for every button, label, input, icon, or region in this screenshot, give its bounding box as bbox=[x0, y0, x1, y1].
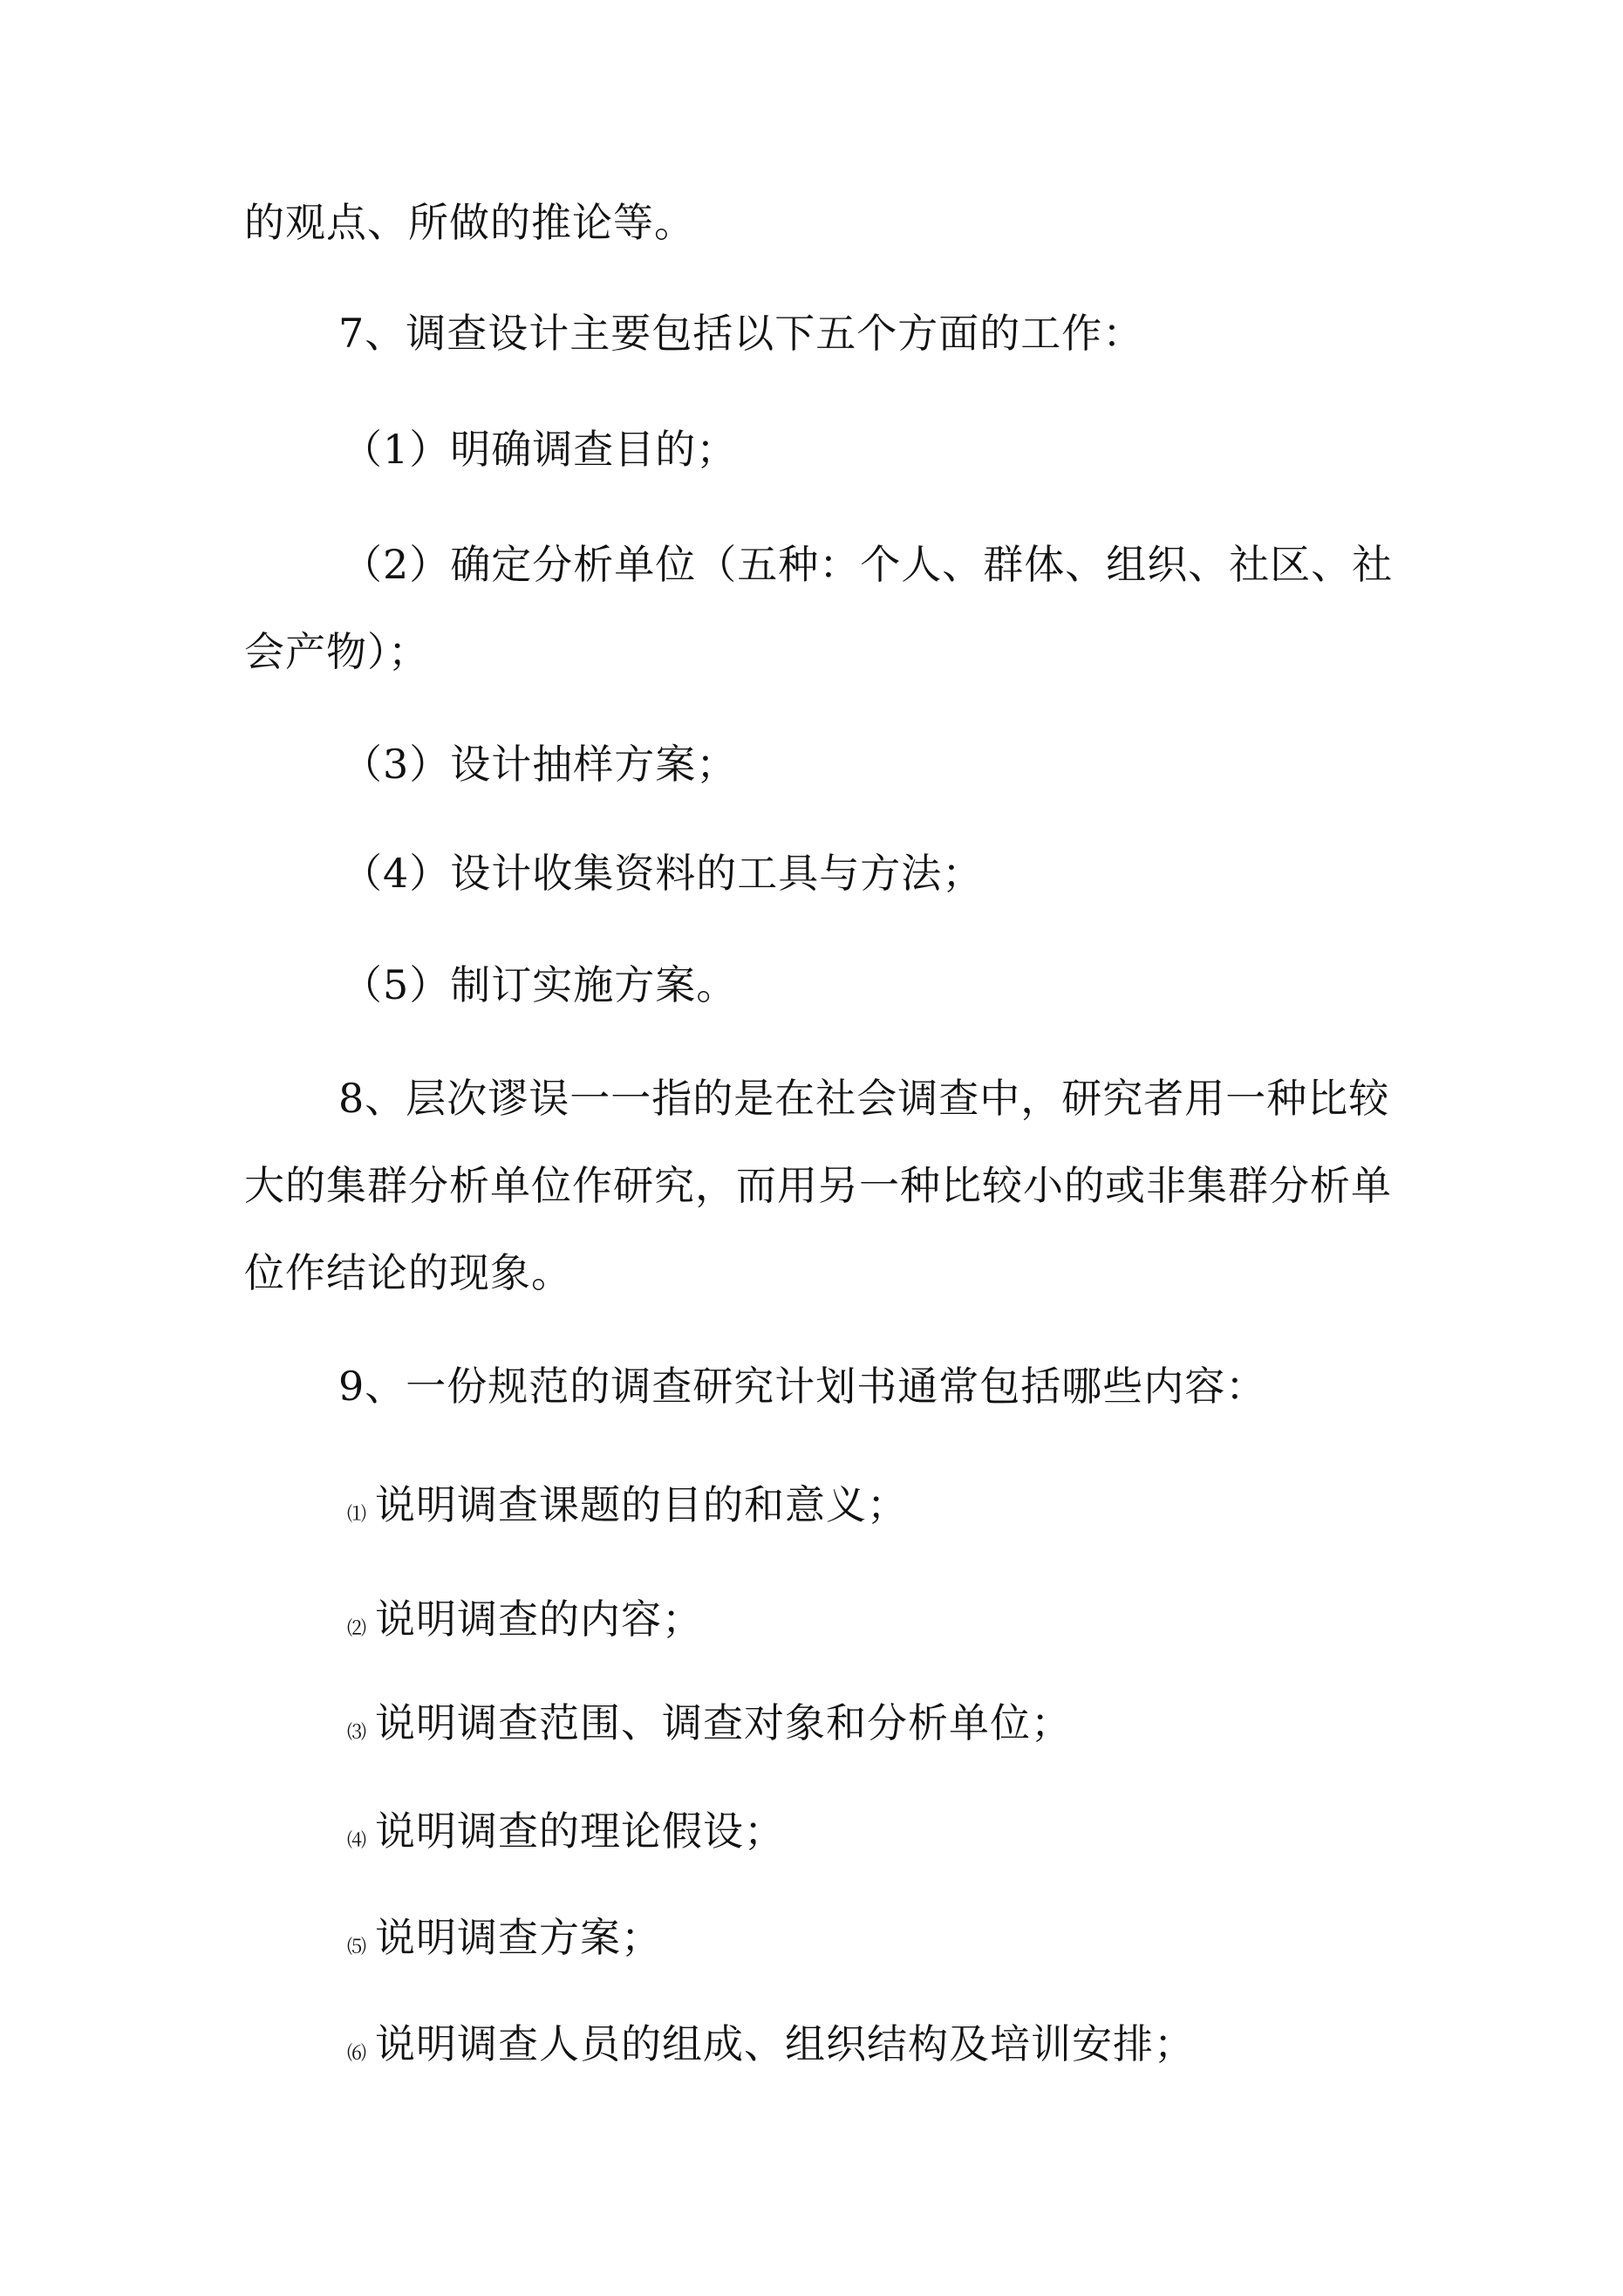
plan-item-text: 说明调查方案； bbox=[375, 1914, 663, 1961]
list-item-3: （3）设计抽样方案； bbox=[342, 741, 738, 788]
item-8-line-2: 大的集群分析单位作研究，而用另一种比较小的或非集群分析单 bbox=[244, 1162, 1392, 1209]
heading-item-7: 7、调查设计主要包括以下五个方面的工作： bbox=[338, 310, 1144, 357]
plan-item-3 bbox=[347, 1699, 1073, 1746]
plan-item-text: 说明调查范围、调查对象和分析单位； bbox=[375, 1699, 1073, 1746]
plan-item-marker: ⑸ bbox=[347, 1937, 367, 1958]
plan-item-6 bbox=[347, 2020, 1196, 2067]
list-item-1: （1）明确调查目的； bbox=[342, 426, 738, 473]
paragraph-continuation: 的观点、所做的推论等。 bbox=[244, 199, 695, 246]
list-item-2: （2）确定分析单位（五种：个人、群体、组织、社区、社 bbox=[342, 541, 1394, 588]
plan-item-marker: ⑹ bbox=[347, 2043, 367, 2065]
plan-item-1 bbox=[347, 1481, 909, 1528]
plan-item-marker: ⑴ bbox=[347, 1504, 367, 1526]
plan-item-text: 说明调查课题的目的和意义； bbox=[375, 1481, 909, 1528]
plan-item-text: 说明调查的内容； bbox=[375, 1596, 704, 1643]
list-item-2-continuation: 会产物）； bbox=[244, 628, 429, 675]
plan-item-text: 说明调查的理论假设； bbox=[375, 1807, 786, 1855]
list-item-4: （4）设计收集资料的工具与方法； bbox=[342, 850, 984, 897]
plan-item-marker: ⑷ bbox=[347, 1830, 367, 1852]
plan-item-marker: ⑶ bbox=[347, 1722, 367, 1744]
heading-item-8: 8、层次谬误一一指的是在社会调查中，研究者用一种比较 bbox=[338, 1075, 1390, 1122]
heading-item-9: 9、一份规范的调查研究计划书通常包括哪些内容： bbox=[338, 1363, 1267, 1410]
plan-item-2 bbox=[347, 1596, 704, 1643]
item-8-line-3: 位作结论的现象。 bbox=[244, 1249, 572, 1296]
plan-item-5 bbox=[347, 1914, 663, 1961]
plan-item-4 bbox=[347, 1807, 786, 1855]
plan-item-marker: ⑵ bbox=[347, 1618, 367, 1640]
plan-item-text: 说明调查人员的组成、组织结构及培训安排； bbox=[375, 2020, 1196, 2067]
list-item-5: （5）制订实施方案。 bbox=[342, 961, 738, 1008]
